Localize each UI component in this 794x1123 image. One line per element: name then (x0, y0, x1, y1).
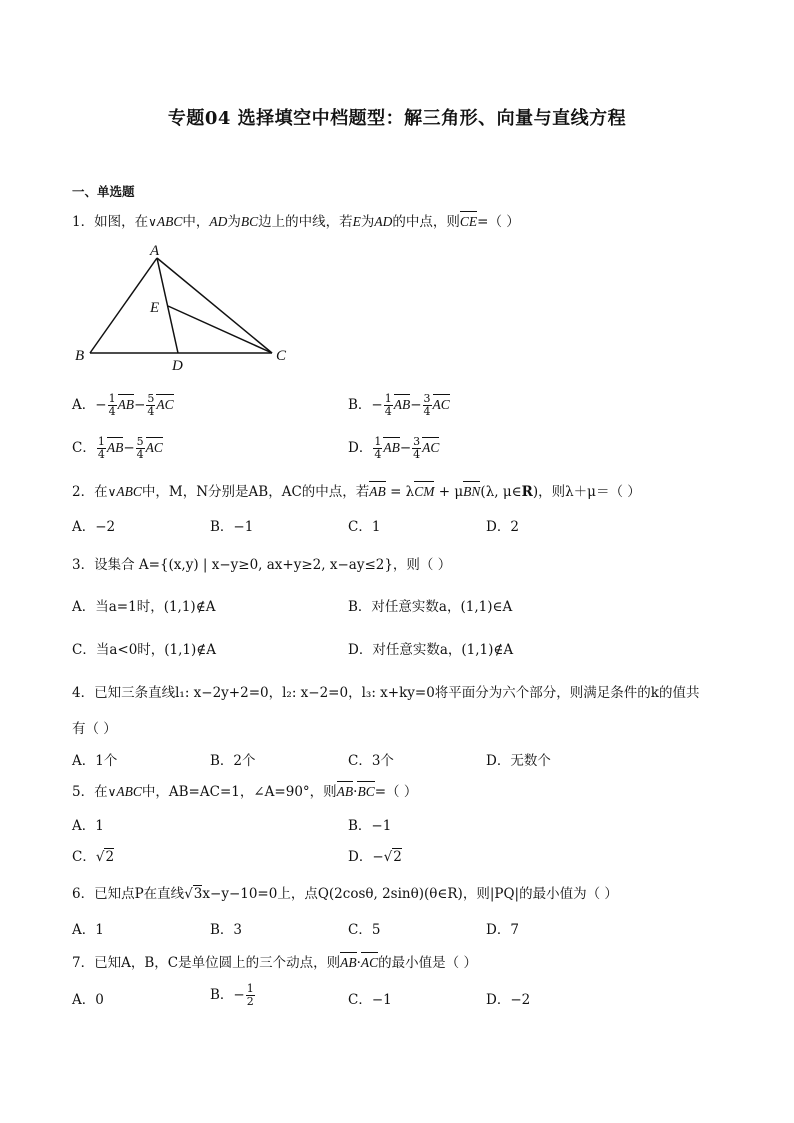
page-title: 专题04 选择填空中档题型：解三角形、向量与直线方程 (167, 108, 627, 129)
q3-option-b[interactable]: B．对任意实数a，(1,1)∈A (348, 599, 513, 615)
q6-option-c[interactable]: C．5 (348, 922, 381, 938)
q6-option-a[interactable]: A．1 (72, 922, 104, 938)
q4-option-a[interactable]: A．1个 (72, 753, 118, 769)
q2-option-c[interactable]: C．1 (348, 519, 381, 535)
q1-option-d[interactable]: D． $\frac{1}{4}$ AB− $\frac{3}{4}$ AC (348, 435, 440, 461)
q4-option-c[interactable]: C．3个 (348, 753, 394, 769)
label-A: A (150, 243, 160, 259)
triangle-figure (72, 242, 302, 372)
section-heading: 一、单选题 (72, 184, 135, 199)
q7-option-c[interactable]: C．−1 (348, 992, 392, 1008)
label-C: C (276, 348, 287, 364)
q3-option-c[interactable]: C．当a<0时，(1,1)∉A (72, 642, 217, 658)
q1-option-a[interactable]: A．− $\frac{1}{4}$ AB− $\frac{5}{4}$ AC (72, 392, 174, 418)
q2-option-b[interactable]: B．−1 (210, 519, 254, 535)
q5-option-c[interactable]: C．√2 (72, 849, 115, 865)
q7-option-b[interactable]: B．− $\frac{1}{2}$ (210, 982, 254, 1008)
q1-option-c[interactable]: C． $\frac{1}{4}$ AB− $\frac{5}{4}$ AC (72, 435, 163, 461)
q3-stem: 3．设集合 A={(x,y) | x−y≥0, ax+y≥2, x−ay≤2}，则（ ） (72, 557, 452, 573)
q4-stem-cont: 有（ ） (72, 721, 117, 737)
label-E: E (150, 300, 160, 316)
q4-option-b[interactable]: B．2个 (210, 753, 256, 769)
q5-stem: 5．在∨ABC中，AB=AC=1，∠A=90°，则AB·BC=（ ） (72, 784, 418, 800)
q2-option-a[interactable]: A．−2 (72, 519, 116, 535)
q7-option-a[interactable]: A．0 (72, 992, 104, 1008)
q3-option-a[interactable]: A．当a=1时，(1,1)∉A (72, 599, 216, 615)
q5-option-b[interactable]: B．−1 (348, 818, 392, 834)
q5-option-d[interactable]: D．−√2 (348, 849, 402, 865)
q2-option-d[interactable]: D．2 (486, 519, 519, 535)
q5-option-a[interactable]: A．1 (72, 818, 104, 834)
q2-stem: 2．在∨ABC中，M，N分别是AB，AC的中点，若AB = λCM + μBN(λ, μ∈R)，则λ＋μ＝（ ） (72, 484, 641, 500)
q6-option-d[interactable]: D．7 (486, 922, 519, 938)
q7-option-d[interactable]: D．−2 (486, 992, 531, 1008)
q7-stem: 7．已知A，B，C是单位圆上的三个动点，则AB·AC的最小值是（ ） (72, 955, 477, 971)
q4-option-d[interactable]: D．无数个 (486, 753, 551, 769)
q1-stem: 1．如图，在∨ABC中，AD为BC边上的中线，若E为AD的中点，则CE=（ ） (72, 214, 520, 230)
q1-option-b[interactable]: B．− $\frac{1}{4}$ AB− $\frac{3}{4}$ AC (348, 392, 450, 418)
q6-option-b[interactable]: B．3 (210, 922, 243, 938)
label-B: B (75, 348, 85, 364)
q3-option-d[interactable]: D．对任意实数a，(1,1)∉A (348, 642, 514, 658)
q4-stem: 4．已知三条直线l₁: x−2y+2=0，l₂: x−2=0，l₃: x+ky=0将平面分为六个部分，则满足条件的k的值共 (72, 685, 700, 701)
q6-stem: 6．已知点P在直线√3x−y−10=0上，点Q(2cosθ, 2sinθ)(θ∈R)，则|PQ|的最小值为（ ） (72, 886, 618, 902)
label-D: D (172, 358, 183, 372)
